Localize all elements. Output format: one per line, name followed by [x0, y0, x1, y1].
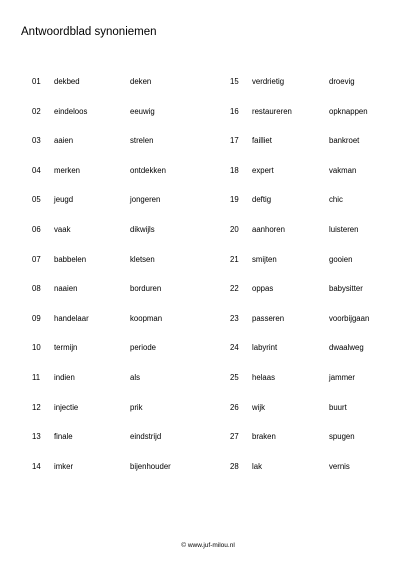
item-number: 24: [230, 343, 239, 353]
item-word: restaureren: [252, 106, 292, 116]
item-word: braken: [252, 432, 276, 442]
item-word: eindeloos: [54, 106, 88, 116]
item-number: 09: [32, 313, 41, 323]
item-synonym: buurt: [329, 402, 347, 412]
item-word: wijk: [252, 402, 265, 412]
item-word: aanhoren: [252, 224, 285, 234]
item-number: 07: [32, 254, 41, 264]
item-word: lak: [252, 461, 262, 471]
item-synonym: eindstrijd: [130, 432, 162, 442]
item-number: 13: [32, 432, 41, 442]
list-item: [0, 195, 416, 225]
item-number: 03: [32, 136, 41, 146]
item-word: naaien: [54, 284, 78, 294]
item-synonym: periode: [130, 343, 157, 353]
item-number: 05: [32, 195, 41, 205]
list-item: [0, 166, 416, 196]
item-synonym: opknappen: [329, 106, 368, 116]
item-word: merken: [54, 165, 80, 175]
item-synonym: deken: [130, 77, 152, 86]
item-synonym: gooien: [329, 254, 353, 264]
list-item: [0, 403, 416, 433]
item-word: aaien: [54, 136, 74, 146]
item-synonym: koopman: [130, 313, 163, 323]
item-number: 14: [32, 461, 41, 471]
item-synonym: als: [130, 372, 140, 382]
list-item: [0, 225, 416, 255]
list-item: [0, 343, 416, 373]
item-synonym: prik: [130, 402, 143, 412]
item-synonym: vakman: [329, 165, 357, 175]
item-number: 12: [32, 402, 41, 412]
item-synonym: babysitter: [329, 284, 363, 294]
item-synonym: kletsen: [130, 254, 155, 264]
item-synonym: droevig: [329, 77, 355, 86]
item-synonym: borduren: [130, 284, 162, 294]
list-item: [0, 462, 416, 492]
item-word: babbelen: [54, 254, 87, 264]
item-number: 22: [230, 284, 239, 294]
item-number: 27: [230, 432, 239, 442]
item-number: 26: [230, 402, 239, 412]
item-number: 11: [32, 372, 41, 382]
item-word: finale: [54, 432, 73, 442]
item-word: dekbed: [54, 77, 80, 86]
item-synonym: spugen: [329, 432, 355, 442]
item-word: passeren: [252, 313, 285, 323]
list-item: [0, 314, 416, 344]
item-word: expert: [252, 165, 274, 175]
item-number: 16: [230, 106, 239, 116]
list-item: [0, 255, 416, 285]
item-synonym: voorbijgaan: [329, 313, 370, 323]
footer-copyright: © www.juf-milou.nl: [181, 542, 235, 549]
item-number: 01: [32, 77, 41, 86]
item-synonym: ontdekken: [130, 165, 166, 175]
item-synonym: vernis: [329, 461, 350, 471]
item-number: 21: [230, 254, 239, 264]
item-synonym: jammer: [329, 372, 355, 382]
item-word: jeugd: [54, 195, 74, 205]
item-synonym: jongeren: [130, 195, 161, 205]
item-number: 23: [230, 313, 239, 323]
synonym-list: [0, 77, 416, 491]
item-synonym: dikwijls: [130, 224, 155, 234]
item-synonym: bijenhouder: [130, 461, 171, 471]
item-word: failliet: [252, 136, 272, 146]
item-word: injectie: [54, 402, 79, 412]
item-number: 10: [32, 343, 41, 353]
item-synonym: bankroet: [329, 136, 360, 146]
item-number: 17: [230, 136, 239, 146]
item-synonym: dwaalweg: [329, 343, 364, 353]
item-word: helaas: [252, 372, 275, 382]
item-number: 18: [230, 165, 239, 175]
item-word: deftig: [252, 195, 272, 205]
item-number: 04: [32, 165, 41, 175]
item-word: indien: [54, 372, 75, 382]
item-number: 02: [32, 106, 41, 116]
item-number: 19: [230, 195, 239, 205]
item-word: oppas: [252, 284, 274, 294]
item-word: termijn: [54, 343, 78, 353]
item-word: labyrint: [252, 343, 278, 353]
item-word: vaak: [54, 224, 71, 234]
item-synonym: strelen: [130, 136, 154, 146]
item-word: smijten: [252, 254, 277, 264]
item-number: 20: [230, 224, 239, 234]
item-synonym: eeuwig: [130, 106, 155, 116]
list-item: [0, 77, 416, 107]
item-synonym: chic: [329, 195, 343, 205]
page-title: Antwoordblad synoniemen: [21, 26, 157, 38]
item-number: 28: [230, 461, 239, 471]
item-synonym: luisteren: [329, 224, 359, 234]
list-item: [0, 284, 416, 314]
item-number: 06: [32, 224, 41, 234]
list-item: [0, 432, 416, 462]
item-word: handelaar: [54, 313, 89, 323]
item-word: imker: [54, 461, 74, 471]
item-number: 15: [230, 77, 239, 86]
item-number: 08: [32, 284, 41, 294]
list-item: [0, 373, 416, 403]
item-word: verdrietig: [252, 77, 285, 86]
list-item: [0, 107, 416, 137]
item-number: 25: [230, 372, 239, 382]
list-item: [0, 136, 416, 166]
